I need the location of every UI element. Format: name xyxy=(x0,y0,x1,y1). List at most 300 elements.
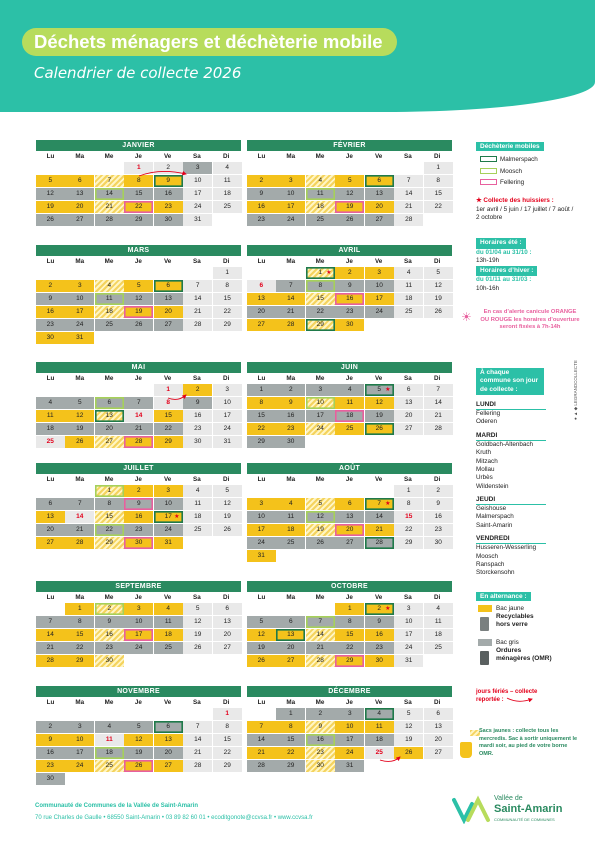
star-icon: ★ xyxy=(385,606,391,612)
day-number: 6 xyxy=(166,722,171,730)
day-number: 15 xyxy=(346,630,354,638)
weekday-label: Ma xyxy=(75,594,85,601)
legend-decheterie-title: Déchèterie mobiles xyxy=(476,142,544,151)
day-number: 30 xyxy=(346,320,354,328)
day-number: 21 xyxy=(287,307,295,315)
day-number: 26 xyxy=(194,643,202,651)
day-number: 27 xyxy=(257,320,265,328)
legend-canicule xyxy=(461,309,594,332)
day-number: 9 xyxy=(288,398,293,406)
day-number: 15 xyxy=(434,189,442,197)
yellow-bin-icon xyxy=(478,605,492,612)
day-number: 3 xyxy=(225,386,230,393)
day-number: 31 xyxy=(194,215,202,223)
day-number: 16 xyxy=(346,294,354,302)
sun-icon: ☀ xyxy=(461,310,472,324)
weekday-label: Ve xyxy=(374,594,383,601)
day-number: 30 xyxy=(287,437,295,445)
day-number: 18 xyxy=(316,202,324,210)
day-number: 5 xyxy=(48,176,53,184)
day-number: 11 xyxy=(105,735,113,743)
legend-decheterie xyxy=(476,142,594,189)
day-number: 27 xyxy=(434,748,442,756)
weekday-label: Sa xyxy=(404,258,412,265)
day-number: 7 xyxy=(107,176,112,184)
day-number: 12 xyxy=(223,499,231,507)
day-number: 7 xyxy=(288,281,293,289)
day-number: 26 xyxy=(76,437,84,445)
day-number: 17 xyxy=(76,748,84,756)
day-number: 14 xyxy=(316,630,324,638)
day-number: 21 xyxy=(76,525,84,533)
day-number: 20 xyxy=(346,525,354,533)
day-number: 26 xyxy=(135,320,143,328)
day-number: 23 xyxy=(434,525,442,533)
day-number: 27 xyxy=(164,320,172,328)
day-number: 5 xyxy=(136,281,141,289)
day-number: 26 xyxy=(46,215,54,223)
day-number: 10 xyxy=(135,617,143,625)
day-number: 1 xyxy=(225,710,230,717)
logo-small-text: Vallée de xyxy=(494,795,523,802)
day-number: 13 xyxy=(346,512,354,520)
day-number: 14 xyxy=(76,512,84,520)
day-number: 18 xyxy=(287,525,295,533)
day-number: 20 xyxy=(164,748,172,756)
day-number: 18 xyxy=(375,735,383,743)
day-number: 6 xyxy=(107,398,112,406)
weekday-label: Je xyxy=(345,594,353,601)
day-number: 6 xyxy=(166,281,171,289)
day-number: 21 xyxy=(405,202,413,210)
weekday-label: Me xyxy=(315,375,325,382)
day-number: 17 xyxy=(316,411,324,419)
day-number: 5 xyxy=(136,722,141,730)
day-number: 24 xyxy=(194,202,202,210)
day-number: 28 xyxy=(287,320,295,328)
day-number: 3 xyxy=(166,487,171,494)
day-number: 2 xyxy=(48,722,53,730)
huissiers-title: Collecte des huissiers : xyxy=(483,197,554,204)
weekday-label: Ve xyxy=(374,375,383,382)
day-number: 28 xyxy=(135,437,143,445)
town-name: Saint-Amarin xyxy=(476,521,513,529)
footer-city: 68550 Saint-Amarin xyxy=(107,815,161,821)
day-number: 14 xyxy=(434,398,442,406)
day-number: 6 xyxy=(347,499,352,507)
month-title: FÉVRIER xyxy=(247,140,452,151)
weekday-label: Ve xyxy=(374,258,383,265)
day-number: 27 xyxy=(287,656,295,664)
day-number: 12 xyxy=(194,617,202,625)
weekday-label: Ve xyxy=(163,258,172,265)
day-number: 25 xyxy=(223,202,231,210)
day-number: 14 xyxy=(405,189,413,197)
weekday-label: Lu xyxy=(46,375,55,382)
day-number: 9 xyxy=(259,189,264,197)
weekday-label: Di xyxy=(223,594,230,601)
day-number: 10 xyxy=(375,281,383,289)
day-number: 14 xyxy=(257,735,265,743)
day-number: 16 xyxy=(375,630,383,638)
weekday-label: Lu xyxy=(257,258,266,265)
month-title: OCTOBRE xyxy=(247,581,452,592)
horaires-ete-title: Horaires été : xyxy=(476,238,526,249)
weekday-label: Ve xyxy=(163,476,172,483)
day-number: 24 xyxy=(316,424,324,432)
day-number: 11 xyxy=(194,499,202,507)
logo-mark-icon xyxy=(452,794,492,824)
footer-email[interactable]: ecoditgonote@ccvsa.fr xyxy=(211,815,273,821)
day-number: 27 xyxy=(46,538,54,546)
weekday-label: Ve xyxy=(374,476,383,483)
day-number: 4 xyxy=(225,164,230,171)
day-number: 12 xyxy=(434,281,442,289)
day-number: 7 xyxy=(195,722,200,730)
day-number: 1 xyxy=(288,710,293,717)
communes-title: À chaque commune son jour de collecte : xyxy=(476,368,544,395)
day-number: 15 xyxy=(287,735,295,743)
day-number: 22 xyxy=(164,424,172,432)
weekday-label: Lu xyxy=(257,375,266,382)
day-number: 20 xyxy=(105,424,113,432)
day-number: 2 xyxy=(318,710,323,717)
day-number: 1 xyxy=(77,605,82,612)
day-number: 19 xyxy=(135,748,143,756)
town-name: Goldbach-Altenbach xyxy=(476,441,534,449)
weekday-label: Je xyxy=(345,258,353,265)
day-number: 13 xyxy=(76,189,84,197)
footer-phone: 03 89 82 60 01 xyxy=(165,815,206,821)
collection-day: VENDREDI xyxy=(476,535,546,544)
weekday-label: Sa xyxy=(404,699,412,706)
weekday-label: Je xyxy=(134,258,142,265)
day-number: 3 xyxy=(377,269,382,276)
day-number: 27 xyxy=(405,424,413,432)
weekday-label: Ve xyxy=(163,594,172,601)
day-number: 4 xyxy=(107,722,112,730)
weekday-label: Sa xyxy=(193,258,201,265)
day-number: 8 xyxy=(259,398,264,406)
day-number: 26 xyxy=(375,424,383,432)
footer-org: Communauté de Communes de la Vallée de Saint-Amarin xyxy=(35,803,199,809)
day-number: 22 xyxy=(223,307,231,315)
weekday-label: Ma xyxy=(75,153,85,160)
day-number: 16 xyxy=(194,411,202,419)
day-number: 11 xyxy=(287,512,295,520)
day-number: 7 xyxy=(318,617,323,625)
day-number: 29 xyxy=(164,437,172,445)
day-number: 25 xyxy=(316,215,324,223)
day-number: 20 xyxy=(223,630,231,638)
weekday-label: Di xyxy=(223,258,230,265)
day-number: 29 xyxy=(105,538,113,546)
horaires-hiver-title: Horaires d’hiver : xyxy=(476,266,537,277)
day-number: 18 xyxy=(223,189,231,197)
day-number: 28 xyxy=(257,761,265,769)
day-number: 10 xyxy=(194,176,202,184)
weekday-label: Lu xyxy=(257,594,266,601)
day-number: 12 xyxy=(346,189,354,197)
collection-day: JEUDI xyxy=(476,496,546,505)
day-number: 8 xyxy=(436,176,441,184)
day-number: 26 xyxy=(223,525,231,533)
town-name: Oderen xyxy=(476,418,498,426)
day-number: 26 xyxy=(135,761,143,769)
day-number: 12 xyxy=(135,735,143,743)
weekday-label: Me xyxy=(315,594,325,601)
day-number: 2 xyxy=(195,386,200,393)
dark-bin-icon xyxy=(480,651,489,665)
day-number: 29 xyxy=(257,437,265,445)
weekday-label: Di xyxy=(434,476,441,483)
day-number: 22 xyxy=(223,748,231,756)
day-number: 14 xyxy=(46,630,54,638)
weekday-label: Sa xyxy=(193,476,201,483)
day-number: 4 xyxy=(166,605,171,612)
day-number: 30 xyxy=(375,656,383,664)
weekday-label: Je xyxy=(345,699,353,706)
day-number: 22 xyxy=(135,202,143,210)
day-number: 17 xyxy=(194,189,202,197)
day-number: 9 xyxy=(436,499,441,507)
day-block xyxy=(476,496,594,530)
day-number: 2 xyxy=(288,386,293,393)
day-number: 6 xyxy=(77,176,82,184)
day-number: 19 xyxy=(405,735,413,743)
month-title: AOÛT xyxy=(247,463,452,474)
day-number: 8 xyxy=(166,398,171,406)
page-subtitle: Calendrier de collecte 2026 xyxy=(34,64,242,82)
day-number: 26 xyxy=(316,538,324,546)
day-block xyxy=(476,432,594,491)
day-number: 22 xyxy=(257,424,265,432)
day-number: 14 xyxy=(135,411,143,419)
day-number: 20 xyxy=(164,307,172,315)
day-number: 23 xyxy=(346,307,354,315)
day-number: 11 xyxy=(375,722,383,730)
day-number: 3 xyxy=(77,281,82,289)
logo xyxy=(452,794,582,826)
star-icon: ★ xyxy=(476,197,482,204)
day-number: 31 xyxy=(76,333,84,341)
weekday-label: Sa xyxy=(193,699,201,706)
grey-bin-small-icon xyxy=(480,617,489,631)
day-number: 24 xyxy=(76,320,84,328)
day-number: 9 xyxy=(166,176,171,184)
day-number: 30 xyxy=(194,437,202,445)
day-number: 6 xyxy=(406,386,411,393)
day-number: 16 xyxy=(46,748,54,756)
weekday-label: Sa xyxy=(193,153,201,160)
alternance-title: En alternance : xyxy=(476,592,531,601)
day-number: 7 xyxy=(406,176,411,184)
arrow-decembre xyxy=(380,757,400,761)
day-number: 22 xyxy=(316,307,324,315)
day-number: 25 xyxy=(164,643,172,651)
day-number: 20 xyxy=(287,643,295,651)
day-number: 10 xyxy=(76,294,84,302)
day-number: 10 xyxy=(346,722,354,730)
weekday-label: Me xyxy=(104,153,114,160)
day-number: 2 xyxy=(166,164,171,171)
day-number: 11 xyxy=(164,617,172,625)
day-number: 11 xyxy=(46,411,54,419)
day-number: 1 xyxy=(259,386,264,393)
day-number: 31 xyxy=(223,437,231,445)
day-number: 18 xyxy=(194,512,202,520)
town-name: Husseren-Wesserling xyxy=(476,544,537,552)
weekday-label: Je xyxy=(134,476,142,483)
day-number: 4 xyxy=(406,269,411,276)
day-number: 15 xyxy=(257,411,265,419)
day-number: 8 xyxy=(225,281,230,289)
day-number: 17 xyxy=(76,307,84,315)
month-title: JANVIER xyxy=(36,140,241,151)
grey-bin-icon xyxy=(478,639,492,646)
day-number: 8 xyxy=(107,499,112,507)
weekday-label: Ve xyxy=(163,375,172,382)
collection-day: LUNDI xyxy=(476,401,546,410)
day-number: 12 xyxy=(405,722,413,730)
day-number: 7 xyxy=(48,617,53,625)
bac-gris-label: Bac gris xyxy=(496,639,519,646)
month-title: MAI xyxy=(36,362,241,373)
day-number: 31 xyxy=(405,656,413,664)
day-number: 27 xyxy=(375,215,383,223)
day-number: 16 xyxy=(46,307,54,315)
star-icon: ★ xyxy=(385,500,391,507)
weekday-label: Di xyxy=(223,699,230,706)
day-number: 17 xyxy=(223,411,231,419)
day-number: 18 xyxy=(346,411,354,419)
day-number: 17 xyxy=(287,202,295,210)
day-number: 11 xyxy=(223,176,231,184)
day-number: 29 xyxy=(223,761,231,769)
month-title: NOVEMBRE xyxy=(36,686,241,697)
day-number: 15 xyxy=(135,189,143,197)
yellow-bag-icon xyxy=(460,742,472,758)
day-number: 18 xyxy=(105,748,113,756)
day-number: 4 xyxy=(195,487,200,494)
weekday-label: Sa xyxy=(404,375,412,382)
day-number: 27 xyxy=(76,215,84,223)
day-number: 21 xyxy=(316,643,324,651)
day-number: 8 xyxy=(77,617,82,625)
day-number: 7 xyxy=(436,386,441,393)
day-number: 3 xyxy=(318,386,323,393)
day-number: 21 xyxy=(194,307,202,315)
day-number: 21 xyxy=(257,748,265,756)
day-number: 19 xyxy=(76,424,84,432)
day-number: 14 xyxy=(194,735,202,743)
swatch-pink xyxy=(480,179,497,185)
day-number: 21 xyxy=(194,748,202,756)
day-number: 15 xyxy=(164,411,172,419)
day-number: 23 xyxy=(46,761,54,769)
day-number: 10 xyxy=(287,189,295,197)
day-number: 14 xyxy=(105,189,113,197)
collection-day: MARDI xyxy=(476,432,546,441)
day-number: 30 xyxy=(316,761,324,769)
weekday-label: Me xyxy=(104,375,114,382)
weekday-label: Di xyxy=(434,699,441,706)
day-number: 9 xyxy=(48,735,53,743)
day-number: 25 xyxy=(105,761,113,769)
day-number: 31 xyxy=(164,538,172,546)
day-number: 5 xyxy=(77,398,82,406)
day-number: 17 xyxy=(135,630,143,638)
day-number: 10 xyxy=(257,512,265,520)
day-number: 24 xyxy=(375,307,383,315)
weekday-label: Ma xyxy=(286,375,296,382)
day-number: 13 xyxy=(164,735,172,743)
day-number: 24 xyxy=(135,643,143,651)
weekday-label: Me xyxy=(315,153,325,160)
day-number: 4 xyxy=(347,386,352,393)
day-number: 10 xyxy=(76,735,84,743)
day-block xyxy=(476,535,594,577)
day-number: 17 xyxy=(346,735,354,743)
town-name: Ranspach xyxy=(476,560,505,568)
day-number: 27 xyxy=(346,538,354,546)
day-number: 20 xyxy=(375,202,383,210)
footer-web[interactable]: www.ccvsa.fr xyxy=(277,815,313,821)
day-number: 22 xyxy=(405,525,413,533)
month-title: JUIN xyxy=(247,362,452,373)
day-number: 17 xyxy=(405,630,413,638)
weekday-label: Je xyxy=(345,153,353,160)
arrow-mai xyxy=(168,395,186,399)
weekday-label: Je xyxy=(345,375,353,382)
day-number: 9 xyxy=(318,722,323,730)
day-number: 2 xyxy=(259,176,264,184)
day-number: 15 xyxy=(223,735,231,743)
day-number: 11 xyxy=(434,617,442,625)
day-number: 7 xyxy=(259,722,264,730)
star-icon: ★ xyxy=(326,270,332,276)
month-title: AVRIL xyxy=(247,245,452,256)
day-number: 31 xyxy=(346,761,354,769)
legend-alternance xyxy=(476,592,594,677)
legend-huissiers xyxy=(476,197,594,223)
day-number: 16 xyxy=(105,630,113,638)
day-number: 26 xyxy=(434,307,442,315)
day-number: 19 xyxy=(316,525,324,533)
day-number: 29 xyxy=(287,761,295,769)
day-number: 29 xyxy=(76,656,84,664)
day-number: 11 xyxy=(346,398,354,406)
feries-text: jours fériés – collecte reportée : xyxy=(476,689,538,703)
day-number: 22 xyxy=(287,748,295,756)
weekday-label: Lu xyxy=(46,258,55,265)
weekday-label: Me xyxy=(104,594,114,601)
day-number: 20 xyxy=(76,202,84,210)
day-number: 2 xyxy=(347,269,352,276)
weekday-label: Sa xyxy=(404,476,412,483)
day-number: 14 xyxy=(287,294,295,302)
day-number: 6 xyxy=(377,176,382,184)
town-name: Geishouse xyxy=(476,505,507,513)
day-number: 16 xyxy=(164,189,172,197)
weekday-label: Ma xyxy=(286,476,296,483)
day-number: 23 xyxy=(287,424,295,432)
day-number: 26 xyxy=(405,748,413,756)
day-number: 1 xyxy=(347,605,352,612)
horaires-ete-hours: 13h-19h xyxy=(476,257,500,264)
day-number: 9 xyxy=(48,294,53,302)
day-number: 13 xyxy=(257,294,265,302)
